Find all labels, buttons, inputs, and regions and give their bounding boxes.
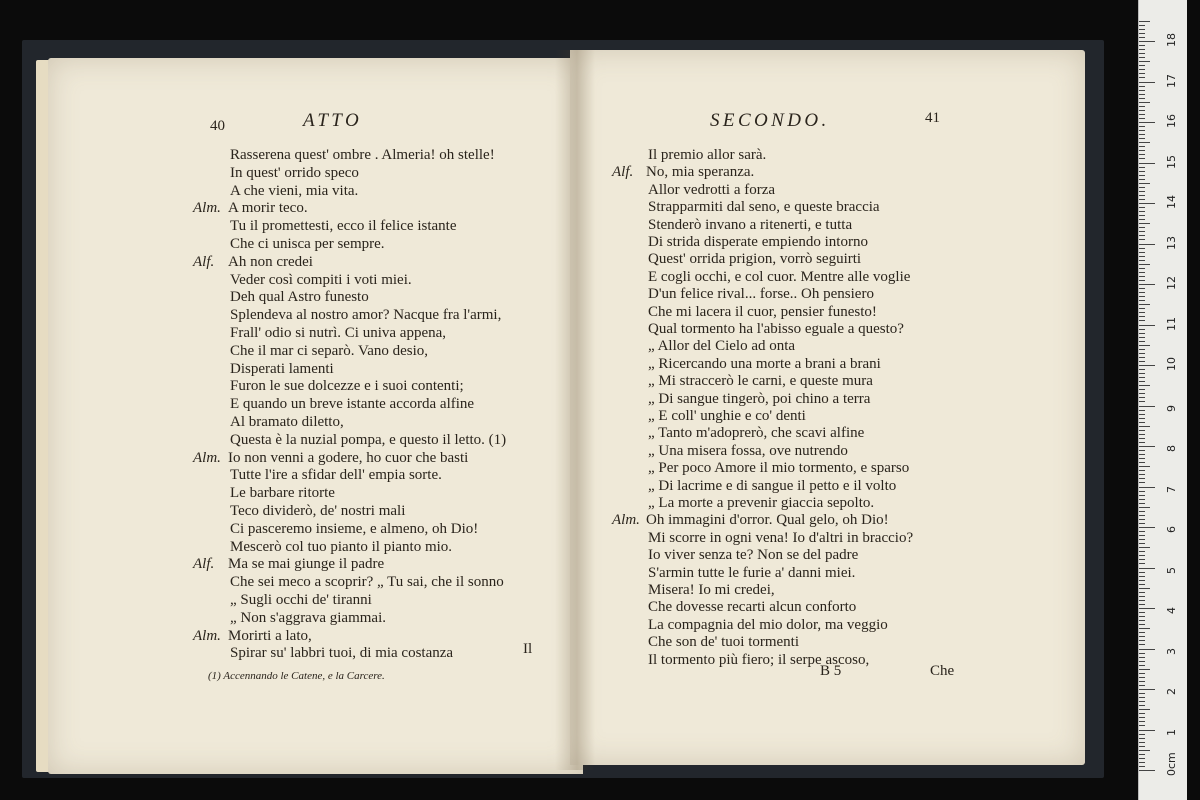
ruler-tick bbox=[1139, 146, 1145, 147]
ruler-tick bbox=[1139, 535, 1145, 536]
ruler-tick bbox=[1139, 288, 1145, 289]
ruler-tick bbox=[1139, 199, 1145, 200]
ruler-tick bbox=[1139, 600, 1145, 601]
ruler-tick bbox=[1139, 142, 1150, 143]
ruler-tick bbox=[1139, 474, 1145, 475]
ruler-tick bbox=[1139, 231, 1145, 232]
ruler-tick bbox=[1139, 154, 1145, 155]
verse-line: S'armin tutte le furie a' danni miei. bbox=[648, 564, 856, 581]
verse-line: Tutte l'ire a sfidar dell' empia sorte. bbox=[230, 467, 442, 484]
ruler-tick bbox=[1139, 77, 1145, 78]
verse-line: Splendeva al nostro amor? Nacque fra l'armi, bbox=[230, 307, 502, 324]
ruler-tick bbox=[1139, 316, 1145, 317]
ruler-tick bbox=[1139, 300, 1145, 301]
ruler-tick bbox=[1139, 357, 1145, 358]
ruler-tick bbox=[1139, 466, 1150, 467]
ruler-tick bbox=[1139, 320, 1145, 321]
speaker-label: Alm. bbox=[612, 512, 640, 529]
speaker-label: Alf. bbox=[612, 164, 634, 181]
ruler-tick bbox=[1139, 709, 1150, 710]
ruler-label: 4 bbox=[1165, 607, 1178, 614]
ruler-tick bbox=[1139, 65, 1145, 66]
ruler-tick bbox=[1139, 150, 1145, 151]
ruler-tick bbox=[1139, 649, 1155, 650]
ruler-tick bbox=[1139, 126, 1145, 127]
ruler-tick bbox=[1139, 73, 1145, 74]
ruler-tick bbox=[1139, 385, 1150, 386]
verse-line: Spirar su' labbri tuoi, di mia costanza bbox=[230, 645, 454, 662]
verse-line: Che il mar ci separò. Vano desio, bbox=[230, 342, 429, 359]
verse-line: La compagnia del mio dolor, ma veggio bbox=[648, 616, 888, 633]
ruler-tick bbox=[1139, 454, 1145, 455]
ruler-tick bbox=[1139, 499, 1145, 500]
ruler-tick bbox=[1139, 94, 1145, 95]
verse-line: Misera! Io mi credei, bbox=[648, 582, 775, 598]
verse-line: Io viver senza te? Non se del padre bbox=[648, 547, 859, 564]
ruler-tick bbox=[1139, 697, 1145, 698]
ruler-label: 5 bbox=[1165, 566, 1178, 574]
ruler-tick bbox=[1139, 414, 1145, 415]
ruler-tick bbox=[1139, 511, 1145, 512]
verse-line: Il premio allor sarà. bbox=[648, 147, 767, 163]
ruler-label: 8 bbox=[1165, 445, 1178, 452]
verse-line: Le barbare ritorte bbox=[230, 485, 335, 502]
ruler-tick bbox=[1139, 325, 1155, 326]
ruler-tick bbox=[1139, 580, 1145, 581]
ruler-tick bbox=[1139, 377, 1145, 378]
ruler-tick bbox=[1139, 758, 1145, 759]
ruler-tick bbox=[1139, 223, 1150, 224]
ruler-tick bbox=[1139, 754, 1145, 755]
verse-line: „ Di sangue tingerò, poi chino a terra bbox=[648, 390, 871, 407]
ruler-tick bbox=[1139, 458, 1145, 459]
verse-line: E quando un breve istante accorda alfine bbox=[230, 396, 475, 413]
ruler-tick bbox=[1139, 555, 1145, 556]
ruler-tick bbox=[1139, 381, 1145, 382]
verse-line: Mi scorre in ogni vena! Io d'altri in braccio? bbox=[648, 529, 914, 546]
ruler-tick bbox=[1139, 543, 1145, 544]
ruler-tick bbox=[1139, 482, 1145, 483]
verse-line: Ah non credei bbox=[228, 253, 313, 270]
ruler-tick bbox=[1139, 422, 1145, 423]
ruler-tick bbox=[1139, 179, 1145, 180]
verse-line: Frall' odio si nutrì. Ci univa appena, bbox=[230, 325, 447, 341]
ruler-tick bbox=[1139, 596, 1145, 597]
ruler-tick bbox=[1139, 134, 1145, 135]
verse-line: „ Allor del Cielo ad onta bbox=[648, 338, 796, 355]
verse-line: „ Non s'aggrava giammai. bbox=[230, 609, 386, 626]
ruler-tick bbox=[1139, 624, 1145, 625]
ruler-label: 3 bbox=[1165, 647, 1178, 655]
ruler-tick bbox=[1139, 616, 1145, 617]
ruler-tick bbox=[1139, 693, 1145, 694]
ruler-label: 10 bbox=[1165, 357, 1178, 371]
ruler-tick bbox=[1139, 406, 1155, 407]
ruler-tick bbox=[1139, 369, 1145, 370]
ruler-tick bbox=[1139, 515, 1145, 516]
verse-line: D'un felice rival... forse.. Oh pensiero bbox=[648, 286, 874, 303]
ruler-tick bbox=[1139, 69, 1145, 70]
ruler-tick bbox=[1139, 167, 1145, 168]
ruler-label: 7 bbox=[1165, 485, 1178, 493]
speaker-label: Alm. bbox=[193, 627, 221, 644]
ruler-tick bbox=[1139, 61, 1150, 62]
ruler-tick bbox=[1139, 329, 1145, 330]
ruler-tick bbox=[1139, 175, 1145, 176]
verse-line: Morirti a lato, bbox=[228, 627, 312, 644]
ruler-tick bbox=[1139, 397, 1145, 398]
ruler-tick bbox=[1139, 393, 1145, 394]
verse-line: „ Di lacrime e di sangue il petto e il volto bbox=[648, 477, 897, 494]
ruler-tick bbox=[1139, 717, 1145, 718]
verse-line: Questa è la nuzial pompa, e questo il letto. (1) bbox=[230, 431, 507, 448]
ruler-label: 16 bbox=[1165, 114, 1178, 128]
ruler-tick bbox=[1139, 163, 1155, 164]
ruler-tick bbox=[1139, 280, 1145, 281]
running-header: ATTO bbox=[303, 110, 363, 131]
right-page bbox=[570, 50, 1085, 765]
ruler-tick bbox=[1139, 252, 1145, 253]
verse-line: „ Ricercando una morte a brani a brani bbox=[648, 355, 881, 372]
verse-line: Il tormento più fiero; il serpe ascoso, bbox=[648, 651, 870, 668]
ruler-tick bbox=[1139, 333, 1145, 334]
ruler-tick bbox=[1139, 264, 1150, 265]
ruler-tick bbox=[1139, 478, 1145, 479]
ruler-tick bbox=[1139, 353, 1145, 354]
ruler-tick bbox=[1139, 640, 1145, 641]
verse-line: Oh immagini d'orror. Qual gelo, oh Dio! bbox=[646, 512, 889, 529]
ruler-tick bbox=[1139, 592, 1145, 593]
ruler-tick bbox=[1139, 191, 1145, 192]
verse-line: „ Tanto m'adoprerò, che scavi alfine bbox=[648, 425, 865, 442]
page-number: 41 bbox=[925, 110, 940, 126]
ruler-tick bbox=[1139, 462, 1145, 463]
verse-line: Che dovesse recarti alcun conforto bbox=[648, 599, 857, 616]
ruler-tick bbox=[1139, 762, 1145, 763]
verse-line: Teco dividerò, de' nostri mali bbox=[230, 503, 406, 519]
ruler-tick bbox=[1139, 628, 1150, 629]
verse-line: „ Per poco Amore il mio tormento, e sparso bbox=[648, 460, 910, 477]
ruler-tick bbox=[1139, 551, 1145, 552]
ruler-tick bbox=[1139, 644, 1145, 645]
ruler-tick bbox=[1139, 701, 1145, 702]
verse-line: Che son de' tuoi tormenti bbox=[648, 634, 800, 651]
ruler-tick bbox=[1139, 705, 1145, 706]
running-header: SECONDO. bbox=[710, 110, 830, 131]
ruler-tick bbox=[1139, 345, 1150, 346]
ruler-label: 1 bbox=[1165, 728, 1178, 736]
ruler-tick bbox=[1139, 25, 1145, 26]
ruler-tick bbox=[1139, 661, 1145, 662]
ruler-tick bbox=[1139, 365, 1155, 366]
ruler-tick bbox=[1139, 45, 1145, 46]
ruler-tick bbox=[1139, 738, 1145, 739]
ruler-label: 6 bbox=[1165, 526, 1178, 533]
ruler-tick bbox=[1139, 734, 1145, 735]
ruler-tick bbox=[1139, 341, 1145, 342]
ruler-tick bbox=[1139, 446, 1155, 447]
verse-line: Di strida disperate empiendo intorno bbox=[648, 234, 868, 250]
verse-line: Quest' orrida prigion, vorrò seguirti bbox=[648, 251, 862, 268]
ruler-tick bbox=[1139, 308, 1145, 309]
verse-line: A morir teco. bbox=[228, 200, 308, 217]
ruler-tick bbox=[1139, 49, 1145, 50]
ruler-tick bbox=[1139, 770, 1155, 771]
verse-line: „ La morte a prevenir giaccia sepolto. bbox=[648, 495, 875, 511]
measurement-ruler bbox=[1138, 0, 1187, 800]
ruler-tick bbox=[1139, 219, 1145, 220]
verse-line: Furon le sue dolcezze e i suoi contenti; bbox=[230, 378, 464, 395]
ruler-tick bbox=[1139, 487, 1155, 488]
ruler-tick bbox=[1139, 122, 1155, 123]
ruler-tick bbox=[1139, 361, 1145, 362]
speaker-label: Alf. bbox=[193, 556, 215, 573]
catchword: Il bbox=[523, 641, 533, 657]
ruler-tick bbox=[1139, 547, 1150, 548]
ruler-tick bbox=[1139, 430, 1145, 431]
ruler-tick bbox=[1139, 527, 1155, 528]
ruler-tick bbox=[1139, 632, 1145, 633]
ruler-tick bbox=[1139, 559, 1145, 560]
ruler-tick bbox=[1139, 495, 1145, 496]
ruler-tick bbox=[1139, 673, 1145, 674]
verse-line: Che mi lacera il cuor, pensier funesto! bbox=[648, 303, 877, 320]
footnote: (1) Accennando le Catene, e la Carcere. bbox=[208, 670, 385, 682]
ruler-tick bbox=[1139, 491, 1145, 492]
verse-line: Allor vedrotti a forza bbox=[648, 181, 776, 198]
ruler-tick bbox=[1139, 130, 1145, 131]
verse-line: „ Mi straccerò le carni, e queste mura bbox=[648, 373, 873, 390]
ruler-tick bbox=[1139, 211, 1145, 212]
verse-line: „ Sugli occhi de' tiranni bbox=[230, 592, 372, 608]
ruler-tick bbox=[1139, 685, 1145, 686]
ruler-tick bbox=[1139, 82, 1155, 83]
ruler-tick bbox=[1139, 256, 1145, 257]
ruler-tick bbox=[1139, 312, 1145, 313]
ruler-tick bbox=[1139, 677, 1145, 678]
ruler-tick bbox=[1139, 102, 1150, 103]
ruler-tick bbox=[1139, 572, 1145, 573]
ruler-tick bbox=[1139, 244, 1155, 245]
ruler-tick bbox=[1139, 725, 1145, 726]
ruler-tick bbox=[1139, 434, 1145, 435]
ruler-tick bbox=[1139, 235, 1145, 236]
verse-line: Deh qual Astro funesto bbox=[230, 289, 369, 306]
ruler-tick bbox=[1139, 114, 1145, 115]
page-number: 40 bbox=[210, 118, 225, 134]
left-page bbox=[48, 58, 583, 774]
ruler-tick bbox=[1139, 410, 1145, 411]
ruler-tick bbox=[1139, 531, 1145, 532]
speaker-label: Alm. bbox=[193, 200, 221, 217]
verse-line: „ Una misera fossa, ove nutrendo bbox=[648, 442, 848, 459]
ruler-tick bbox=[1139, 296, 1145, 297]
verse-line: Disperati lamenti bbox=[230, 360, 334, 377]
verse-line: No, mia speranza. bbox=[646, 164, 755, 181]
ruler-tick bbox=[1139, 653, 1145, 654]
ruler-tick bbox=[1139, 539, 1145, 540]
ruler-tick bbox=[1139, 276, 1145, 277]
ruler-tick bbox=[1139, 470, 1145, 471]
ruler-tick bbox=[1139, 373, 1145, 374]
verse-line: Stenderò invano a ritenerti, e tutta bbox=[648, 216, 853, 233]
ruler-tick bbox=[1139, 507, 1150, 508]
ruler-tick bbox=[1139, 292, 1145, 293]
verse-line: Mescerò col tuo pianto il pianto mio. bbox=[230, 538, 453, 555]
ruler-tick bbox=[1139, 86, 1145, 87]
verse-line: Strapparmiti dal seno, e queste braccia bbox=[648, 199, 880, 216]
ruler-tick bbox=[1139, 418, 1145, 419]
ruler-tick bbox=[1139, 523, 1145, 524]
ruler-tick bbox=[1139, 766, 1145, 767]
ruler-tick bbox=[1139, 207, 1145, 208]
verse-line: Tu il promettesti, ecco il felice istante bbox=[230, 218, 457, 235]
ruler-tick bbox=[1139, 90, 1145, 91]
speaker-label: Alm. bbox=[193, 449, 221, 466]
ruler-tick bbox=[1139, 389, 1145, 390]
ruler-tick bbox=[1139, 608, 1155, 609]
ruler-tick bbox=[1139, 304, 1150, 305]
ruler-tick bbox=[1139, 604, 1145, 605]
verse-line: „ E coll' unghie e co' denti bbox=[648, 408, 806, 424]
ruler-tick bbox=[1139, 57, 1145, 58]
ruler-tick bbox=[1139, 689, 1155, 690]
ruler-tick bbox=[1139, 195, 1145, 196]
ruler-tick bbox=[1139, 227, 1145, 228]
ruler-tick bbox=[1139, 620, 1145, 621]
ruler-tick bbox=[1139, 750, 1150, 751]
ruler-tick bbox=[1139, 636, 1145, 637]
ruler-label: 17 bbox=[1165, 73, 1178, 88]
ruler-tick bbox=[1139, 576, 1145, 577]
verse-line: Io non venni a godere, ho cuor che basti bbox=[228, 449, 469, 466]
ruler-tick bbox=[1139, 118, 1145, 119]
speaker-label: Alf. bbox=[193, 253, 215, 270]
ruler-tick bbox=[1139, 41, 1155, 42]
ruler-tick bbox=[1139, 37, 1145, 38]
ruler-tick bbox=[1139, 681, 1145, 682]
ruler-tick bbox=[1139, 110, 1145, 111]
ruler-tick bbox=[1139, 138, 1145, 139]
ruler-tick bbox=[1139, 713, 1145, 714]
ruler-tick bbox=[1139, 187, 1145, 188]
ruler-tick bbox=[1139, 442, 1145, 443]
ruler-label: 0cm bbox=[1165, 752, 1178, 776]
ruler-tick bbox=[1139, 248, 1145, 249]
ruler-tick bbox=[1139, 21, 1150, 22]
catchword: Che bbox=[930, 663, 955, 679]
ruler-tick bbox=[1139, 158, 1145, 159]
verse-line: Che sei meco a scoprir? „ Tu sai, che il sonno bbox=[230, 574, 504, 591]
ruler-tick bbox=[1139, 665, 1145, 666]
ruler-label: 12 bbox=[1165, 276, 1178, 290]
ruler-label: 14 bbox=[1165, 195, 1178, 209]
verse-line: E cogli occhi, e col cuor. Mentre alle voglie bbox=[648, 268, 911, 285]
ruler-label: 18 bbox=[1165, 33, 1178, 47]
ruler-tick bbox=[1139, 183, 1150, 184]
verse-line: Che ci unisca per sempre. bbox=[230, 236, 385, 252]
ruler-tick bbox=[1139, 503, 1145, 504]
verse-line: Al bramato diletto, bbox=[230, 414, 344, 430]
ruler-tick bbox=[1139, 171, 1145, 172]
verse-line: In quest' orrido speco bbox=[230, 164, 359, 181]
ruler-tick bbox=[1139, 29, 1145, 30]
ruler-tick bbox=[1139, 588, 1150, 589]
ruler-tick bbox=[1139, 337, 1145, 338]
verse-line: Rasserena quest' ombre . Almeria! oh stelle! bbox=[230, 147, 495, 163]
ruler-tick bbox=[1139, 721, 1145, 722]
ruler-label: 11 bbox=[1165, 316, 1178, 331]
ruler-tick bbox=[1139, 401, 1145, 402]
ruler-tick bbox=[1139, 742, 1145, 743]
ruler-tick bbox=[1139, 519, 1145, 520]
ruler-tick bbox=[1139, 730, 1155, 731]
ruler-tick bbox=[1139, 53, 1145, 54]
signature-mark: B 5 bbox=[820, 663, 842, 679]
verse-line: Qual tormento ha l'abisso eguale a questo? bbox=[648, 321, 904, 337]
ruler-tick bbox=[1139, 450, 1145, 451]
ruler-label: 9 bbox=[1165, 404, 1178, 412]
ruler-tick bbox=[1139, 98, 1145, 99]
ruler-tick bbox=[1139, 612, 1145, 613]
ruler-tick bbox=[1139, 438, 1145, 439]
ruler-tick bbox=[1139, 268, 1145, 269]
ruler-tick bbox=[1139, 568, 1155, 569]
ruler-tick bbox=[1139, 33, 1145, 34]
ruler-tick bbox=[1139, 657, 1145, 658]
ruler-tick bbox=[1139, 215, 1145, 216]
ruler-tick bbox=[1139, 349, 1145, 350]
ruler-tick bbox=[1139, 563, 1145, 564]
ruler-tick bbox=[1139, 203, 1155, 204]
ruler-tick bbox=[1139, 239, 1145, 240]
ruler-tick bbox=[1139, 260, 1145, 261]
gutter bbox=[555, 50, 595, 770]
ruler-label: 13 bbox=[1165, 235, 1178, 250]
verse-line: Ci pasceremo insieme, e almeno, oh Dio! bbox=[230, 520, 479, 537]
verse-line: Veder così compiti i voti miei. bbox=[230, 271, 412, 288]
ruler-tick bbox=[1139, 669, 1150, 670]
ruler-tick bbox=[1139, 272, 1145, 273]
verse-line: A che vieni, mia vita. bbox=[230, 182, 359, 199]
ruler-label: 15 bbox=[1165, 154, 1178, 169]
ruler-tick bbox=[1139, 106, 1145, 107]
ruler-tick bbox=[1139, 746, 1145, 747]
ruler-tick bbox=[1139, 284, 1155, 285]
ruler-tick bbox=[1139, 584, 1145, 585]
verse-line: Ma se mai giunge il padre bbox=[228, 556, 385, 573]
ruler-tick bbox=[1139, 426, 1150, 427]
ruler-label: 2 bbox=[1165, 688, 1178, 695]
